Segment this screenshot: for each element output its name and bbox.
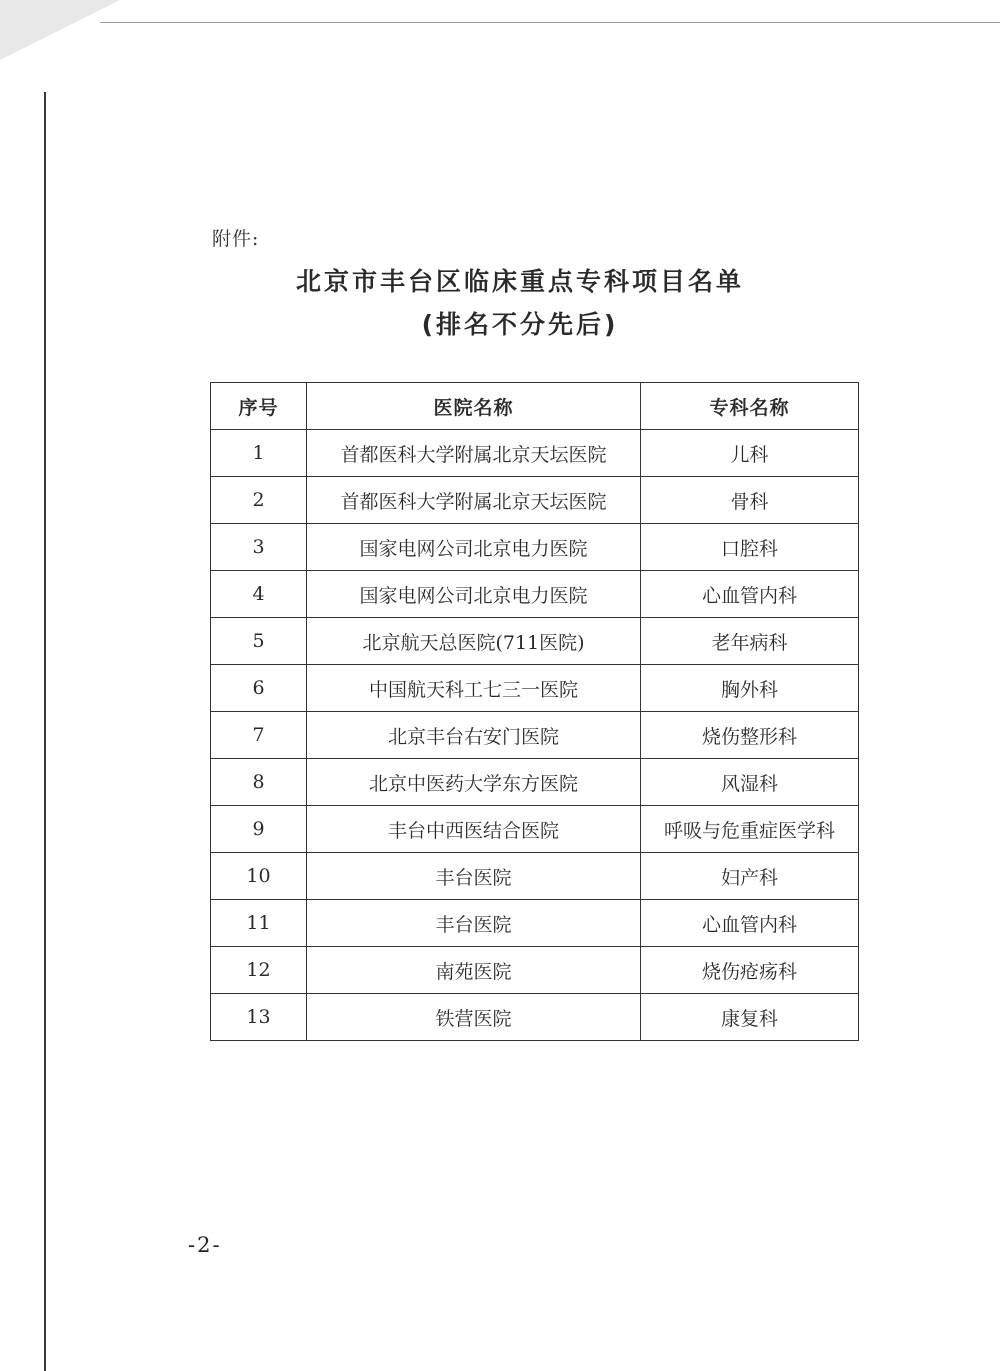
row-index: 8 (211, 759, 307, 806)
row-index: 13 (211, 994, 307, 1041)
row-specialty: 心血管内科 (641, 571, 859, 618)
row-specialty: 风湿科 (641, 759, 859, 806)
document-subtitle: (排名不分先后) (421, 310, 619, 339)
row-hospital: 丰台医院 (307, 900, 641, 947)
row-hospital: 北京航天总医院(711医院) (307, 618, 641, 665)
row-index: 12 (211, 947, 307, 994)
row-index: 3 (211, 524, 307, 571)
row-specialty: 烧伤整形科 (641, 712, 859, 759)
row-index: 2 (211, 477, 307, 524)
row-hospital: 铁营医院 (307, 994, 641, 1041)
table-row (211, 994, 859, 1041)
table-row (211, 947, 859, 994)
table-row (211, 665, 859, 712)
row-index: 10 (211, 853, 307, 900)
table-row (211, 571, 859, 618)
row-hospital: 国家电网公司北京电力医院 (307, 571, 641, 618)
row-specialty: 妇产科 (641, 853, 859, 900)
table-row (211, 618, 859, 665)
table-row (211, 430, 859, 477)
table-row (211, 524, 859, 571)
row-specialty: 儿科 (641, 430, 859, 477)
row-specialty: 心血管内科 (641, 900, 859, 947)
row-hospital: 国家电网公司北京电力医院 (307, 524, 641, 571)
header-specialty-name: 专科名称 (641, 383, 859, 430)
row-specialty: 康复科 (641, 994, 859, 1041)
row-hospital: 首都医科大学附属北京天坛医院 (307, 477, 641, 524)
row-index: 4 (211, 571, 307, 618)
document-title: 北京市丰台区临床重点专科项目名单 (295, 267, 744, 296)
row-index: 9 (211, 806, 307, 853)
row-hospital: 丰台医院 (307, 853, 641, 900)
row-hospital: 北京中医药大学东方医院 (307, 759, 641, 806)
row-index: 11 (211, 900, 307, 947)
row-hospital: 首都医科大学附属北京天坛医院 (307, 430, 641, 477)
row-index: 1 (211, 430, 307, 477)
table-row (211, 900, 859, 947)
row-index: 7 (211, 712, 307, 759)
row-hospital: 北京丰台右安门医院 (307, 712, 641, 759)
row-hospital: 中国航天科工七三一医院 (307, 665, 641, 712)
row-specialty: 呼吸与危重症医学科 (641, 806, 859, 853)
hospital-specialty-table (210, 382, 859, 1041)
table-row (211, 853, 859, 900)
table-row (211, 477, 859, 524)
row-hospital: 南苑医院 (307, 947, 641, 994)
table-header-row (211, 383, 859, 430)
scan-corner-shadow (0, 0, 120, 60)
row-index: 6 (211, 665, 307, 712)
table-row (211, 712, 859, 759)
header-index: 序号 (211, 383, 307, 430)
attachment-label: 附件: (212, 228, 260, 250)
row-specialty: 骨科 (641, 477, 859, 524)
row-specialty: 胸外科 (641, 665, 859, 712)
row-specialty: 烧伤疮疡科 (641, 947, 859, 994)
row-index: 5 (211, 618, 307, 665)
scan-top-edge (100, 22, 1000, 23)
table-row (211, 806, 859, 853)
row-specialty: 口腔科 (641, 524, 859, 571)
row-hospital: 丰台中西医结合医院 (307, 806, 641, 853)
table-row (211, 759, 859, 806)
row-specialty: 老年病科 (641, 618, 859, 665)
header-hospital-name: 医院名称 (307, 383, 641, 430)
page-number: -2- (188, 1233, 222, 1257)
